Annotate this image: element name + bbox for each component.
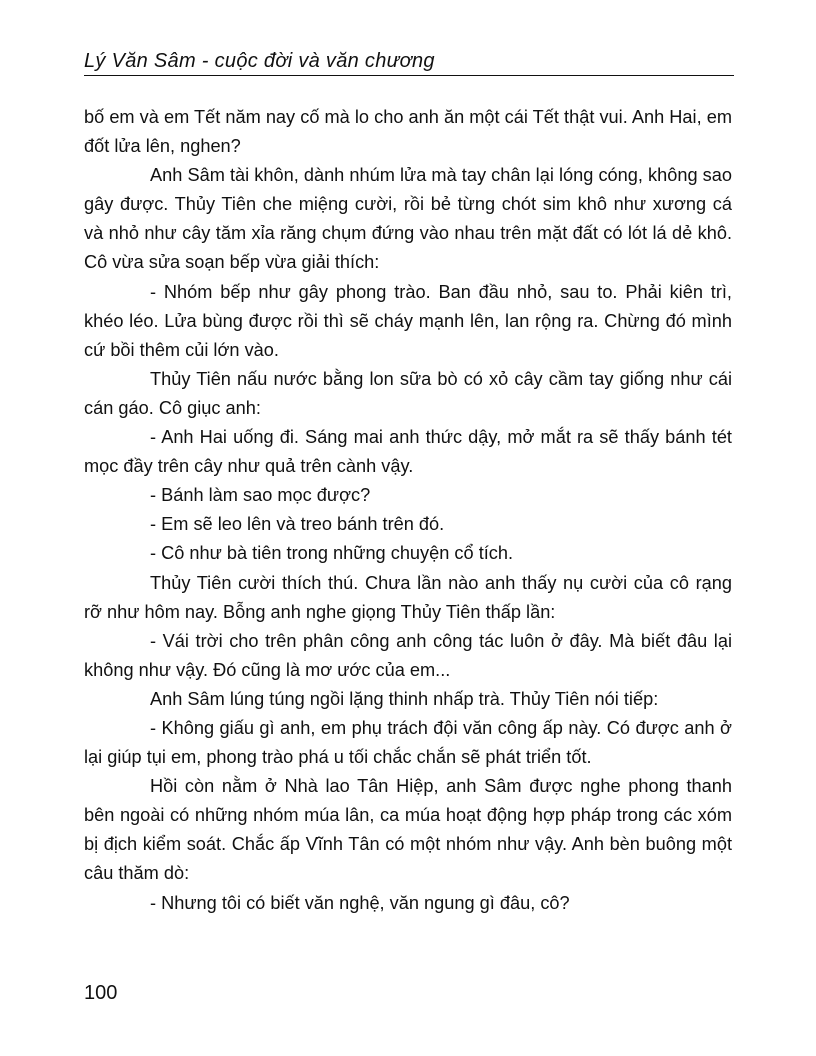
paragraph: - Nhưng tôi có biết văn nghệ, văn ngung gì đâu, cô? [150,892,570,913]
paragraph: - Cô như bà tiên trong những chuyện cổ tích. [150,543,514,564]
paragraph: bố em và em Tết năm nay cố mà lo cho anh ăn một cái Tết thật vui. Anh Hai, em đốt lửa lên, nghen? [84,107,732,157]
paragraph: - Bánh làm sao mọc được? [150,485,371,506]
paragraph: - Em sẽ leo lên và treo bánh trên đó. [150,514,445,535]
running-header: Lý Văn Sâm - cuộc đời và văn chương [84,50,734,76]
paragraph: Anh Sâm tài khôn, dành nhúm lửa mà tay chân lại lóng cóng, không sao gây được. Thủy Tiên che miệng cười, rồi bẻ từng chót sim khô như xương cá và nhỏ như cây tăm xỉa răng chụm đứng vào nhau trên mặt đất có lót lá dẻ khô. Cô vừa sửa soạn bếp vừa giải thích: [84,165,732,273]
paragraph: - Nhóm bếp như gây phong trào. Ban đầu nhỏ, sau to. Phải kiên trì, khéo léo. Lửa bùng được rồi thì sẽ cháy mạnh lên, lan rộng ra. Chừng đó mình cứ bồi thêm củi lớn vào. [84,281,732,360]
paragraph: - Không giấu gì anh, em phụ trách đội văn công ấp này. Có được anh ở lại giúp tụi em, phong trào phá u tối chắc chắn sẽ phát triển tốt. [84,717,732,768]
paragraph: Hồi còn nằm ở Nhà lao Tân Hiệp, anh Sâm được nghe phong thanh bên ngoài có những nhóm múa lân, ca múa hoạt động hợp pháp trong các xóm bị địch kiểm soát. Chắc ấp Vĩnh Tân có một nhóm như vậy. Anh bèn buông một câu thăm dò: [84,776,732,884]
paragraph: Thủy Tiên nấu nước bằng lon sữa bò có xỏ cây cầm tay giống như cái cán gáo. Cô giục anh: [84,368,732,418]
paragraph: - Vái trời cho trên phân công anh công tác luôn ở đây. Mà biết đâu lại không như vậy. Đó cũng là mơ ước của em... [84,630,732,680]
page-number: 100 [84,982,118,1004]
paragraph: Anh Sâm lúng túng ngồi lặng thinh nhấp trà. Thủy Tiên nói tiếp: [150,688,659,709]
paragraph: - Anh Hai uống đi. Sáng mai anh thức dậy, mở mắt ra sẽ thấy bánh tét mọc đầy trên cây như quả trên cành vậy. [84,427,732,477]
body-text [84,103,732,918]
paragraph: Thủy Tiên cười thích thú. Chưa lần nào anh thấy nụ cười của cô rạng rỡ như hôm nay. Bỗng anh nghe giọng Thủy Tiên thấp lần: [84,572,732,622]
